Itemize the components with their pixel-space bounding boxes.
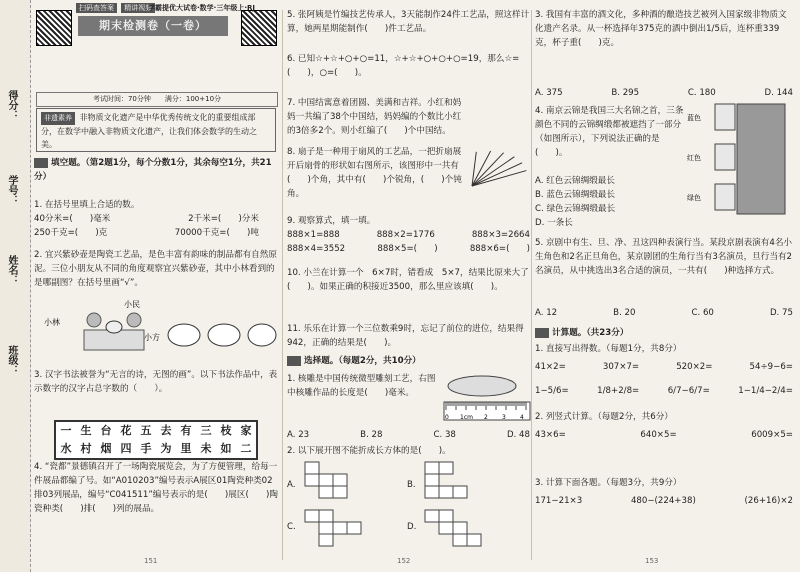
- fan-rib: [472, 163, 522, 186]
- section-icon: [535, 328, 549, 338]
- feature-label: 非遗素养: [41, 112, 75, 125]
- calligraphy-char: 水: [60, 442, 72, 455]
- header-tag: 扫码查答案: [76, 3, 117, 13]
- choice-4-option-d[interactable]: D. 一条长: [535, 218, 573, 228]
- fan-rib: [472, 157, 514, 186]
- score-label: 得分：: [6, 90, 17, 120]
- binding-margin: [0, 0, 31, 572]
- fan-rib: [472, 171, 526, 186]
- calligraphy-char: 五: [140, 424, 152, 437]
- answer-blank[interactable]: 640×5=: [640, 430, 677, 440]
- question-7: 7. 中国结寓意着团圆、美满和吉祥。小红和妈妈一共编了38个中国结，妈妈编的个数比小红的3倍多2个。则小红编了( )个中国结。: [287, 98, 462, 136]
- svg-text:绿色: 绿色: [687, 194, 701, 202]
- choice-4-option-a[interactable]: A. 红色云锦绸缎最长: [535, 176, 615, 186]
- calligraphy-char: 家: [240, 424, 252, 437]
- choice-2: 2. 以下展开图不能折成长方体的是( )。: [287, 446, 451, 456]
- answer-blank[interactable]: 2千米=( )分米: [188, 214, 259, 224]
- choice-4: 4. 南京云锦是我国三大名锦之首，三条颜色不同的云锦绸缎都被遮挡了一部分（如图所示），下列说法正确的是( )。: [535, 106, 684, 158]
- column-divider: [282, 10, 283, 560]
- exam-info: 考试时间：70分钟 满分：100+10分: [36, 92, 278, 107]
- calligraphy-grid: [54, 420, 258, 460]
- class-label: 班级：: [6, 345, 17, 375]
- fan-figure: [467, 148, 527, 188]
- calligraphy-char: 里: [180, 442, 192, 455]
- page-number: 152: [397, 557, 411, 565]
- brocade-figure: [685, 100, 790, 230]
- option[interactable]: B. 20: [613, 308, 636, 318]
- svg-text:1cm: 1cm: [460, 414, 473, 421]
- choice-1-options: [287, 428, 530, 442]
- column-1: [34, 0, 279, 572]
- answer-blank[interactable]: 6009×5=: [751, 430, 793, 440]
- calligraphy-char: 如: [220, 442, 232, 455]
- option[interactable]: A. 375: [535, 88, 563, 98]
- name-label: 姓名：: [6, 255, 17, 285]
- svg-text:3: 3: [502, 414, 506, 421]
- calligraphy-char: 有: [180, 424, 192, 437]
- choice-4-option-c[interactable]: C. 绿色云锦绸缎最长: [535, 204, 616, 214]
- question-3: 3. 汉字书法被誉为“无言的诗，无图的画”。以下书法作品中，表示数字的汉字占总字数的（ ）。: [34, 370, 278, 394]
- calligraphy-char: 村: [80, 442, 92, 455]
- calligraphy-char: 手: [140, 442, 152, 455]
- answer-blank[interactable]: 888×5=( ): [377, 244, 438, 254]
- answer-blank[interactable]: 43×6=: [535, 430, 566, 440]
- ruler-figure: [442, 372, 532, 424]
- calligraphy-char: 三: [200, 424, 212, 437]
- page-number: 153: [645, 557, 659, 565]
- page-number: 151: [144, 557, 158, 565]
- column-3: [535, 0, 793, 572]
- answer-blank[interactable]: 1/8+2/8=: [597, 386, 640, 396]
- option[interactable]: C. 38: [433, 430, 456, 440]
- section-icon: [34, 158, 48, 168]
- option[interactable]: D. 75: [769, 308, 793, 318]
- answer-blank[interactable]: 40分米=( )毫米: [34, 214, 111, 224]
- answer-blank[interactable]: 888×6=( ): [469, 244, 530, 254]
- option[interactable]: C. 60: [691, 308, 714, 318]
- page-title: 期末检测卷（一卷）: [78, 16, 228, 36]
- header-tag: 精讲视频: [121, 3, 155, 13]
- calligraphy-char: 去: [160, 424, 172, 437]
- feature-text: 非物质文化遗产是中华优秀传统文化的重要组成部分，在数学中融入非物质文化遗产，让我们体会数学的生动之美。: [41, 113, 257, 149]
- student-id-label: 学号：: [6, 175, 17, 205]
- answer-blank[interactable]: 171−21×3: [535, 496, 583, 506]
- calc-1-row: [535, 360, 800, 374]
- section-2-title: 选择题。（每题2分，共10分）: [287, 354, 530, 368]
- svg-text:蓝色: 蓝色: [687, 114, 701, 122]
- calligraphy-char: 花: [120, 424, 132, 437]
- calligraphy-char: 未: [200, 442, 212, 455]
- answer-blank[interactable]: 1−1/4−2/4=: [738, 386, 793, 396]
- section-1-title: 填空题。（第2题1分，每个分数1分，其余每空1分，共21分）: [34, 158, 272, 182]
- choice-2-option-a[interactable]: A.: [287, 480, 296, 490]
- choice-5-options: [535, 306, 800, 320]
- option[interactable]: A. 23: [287, 430, 310, 440]
- net-figures: [305, 462, 525, 552]
- section-3-title: 计算题。（共23分）: [535, 326, 793, 340]
- question-6: 6. 已知☆+☆+○+○=11，☆+☆+○+○+○=19，那么☆=( )，○=( )。: [287, 54, 520, 78]
- question-5: 5. 张阿姨是竹编技艺传承人，3天能制作24件工艺品，照这样计算，她两星期能制作( )件工艺品。: [287, 10, 530, 34]
- calc-2: 2. 列竖式计算。（每题2分，共6分）: [535, 412, 673, 422]
- calligraphy-char: 生: [80, 424, 92, 437]
- brand: 学霸提优大试卷: [148, 4, 197, 12]
- calligraphy-char: 烟: [100, 442, 112, 455]
- question-10: 10. 小兰在计算一个 6×7时，错看成 5×7，结果比原来大了( )。如果正确的积接近3500，那么里应该填( )。: [287, 268, 529, 292]
- answer-blank[interactable]: 1−5/6=: [535, 386, 569, 396]
- svg-text:0: 0: [445, 414, 449, 421]
- choice-3: 3. 我国有丰富的酒文化，多种酒的酿造技艺被列入国家级非物质文化遗产名录。从一杯选择年375克的酒中倒出1/5后，连杯重339克，杯子重( )克。: [535, 10, 787, 48]
- calc-1-row: [535, 384, 800, 398]
- svg-text:2: 2: [484, 414, 488, 421]
- choice-4-option-b[interactable]: B. 蓝色云锦绸缎最长: [535, 190, 616, 200]
- option[interactable]: B. 28: [360, 430, 383, 440]
- question-1: 1. 在括号里填上合适的数。 40分米=( )毫米 2千米=( )分米 250千克=( )克 70000千克=( )吨: [34, 200, 259, 238]
- question-2: 2. 宜兴紫砂壶是陶瓷工艺品，是色丰富有韵味的制品都有自然原泥。三位小朋友从不同的角度观察宜兴紫砂壶，其中小林看到的是哪副图？在括号里画“√”。: [34, 250, 277, 288]
- column-2: [287, 0, 530, 572]
- answer-blank[interactable]: 307×7=: [602, 362, 640, 372]
- section-icon: [287, 356, 301, 366]
- choice-2-option-d[interactable]: D.: [407, 522, 417, 532]
- choice-5: 5. 京剧中有生、旦、净、丑这四种表演行当。某段京剧表演有4名小生角色和2名正旦角色，某京剧团的生角行当有3名演员，旦行当有2名演员，从中挑选出3名合适的演员，一共有( )种选择方式。: [535, 238, 793, 276]
- calligraphy-char: 台: [100, 424, 112, 437]
- calc-3: 3. 计算下面各题。（每题3分，共9分）: [535, 478, 682, 488]
- choice-2-option-b[interactable]: B.: [407, 480, 416, 490]
- svg-text:4: 4: [520, 414, 524, 421]
- question-8: 8. 扇子是一种用于扇风的工艺品，一把折扇展开后扇骨的形状如右图所示，该图形中一共有( )个角，其中有( )个锐角，( )个钝角。: [287, 147, 462, 199]
- calc-3-row: [535, 494, 800, 508]
- fan-rib: [472, 152, 476, 186]
- fan-rib: [472, 151, 491, 186]
- answer-blank[interactable]: 520×2=: [676, 362, 713, 372]
- answer-blank[interactable]: 250千克=( )克: [34, 228, 108, 238]
- calligraphy-char: 枝: [220, 424, 232, 437]
- teapot-figure: [44, 300, 274, 365]
- answer-blank[interactable]: 41×2=: [535, 362, 566, 372]
- name-label: 小民: [124, 300, 140, 309]
- choice-2-option-c[interactable]: C.: [287, 522, 296, 532]
- calligraphy-char: 为: [160, 442, 172, 455]
- calc-2-row: [535, 428, 800, 442]
- answer-blank[interactable]: (26+16)×2: [744, 496, 793, 506]
- name-label: 小林: [44, 318, 60, 327]
- name-label: 小方: [144, 333, 160, 342]
- exam-header: 扫码查答案 精讲视频 学霸提优大试卷·数学·三年级上·RJ 期末检测卷（一卷）: [36, 2, 278, 62]
- option[interactable]: D. 48: [506, 430, 530, 440]
- calligraphy-char: 四: [120, 442, 132, 455]
- calligraphy-char: 一: [60, 424, 72, 437]
- option[interactable]: D. 144: [764, 88, 793, 98]
- choice-1: 1. 核雕是中国传统微型雕刻工艺，右图中核雕作品的长度是( )毫米。: [287, 374, 436, 398]
- question-11: 11. 乐乐在计算一个三位数乘9时，忘记了前位的进位，结果得942，正确的结果是( )。: [287, 324, 524, 348]
- question-4: 4. “瓷都”景德镇召开了一场陶瓷展览会，为了方便管理，给每一件展品都编了号。如“A010203”编号表示A展区01陶瓷种类02排03列展品，编号“C041511”编号表示的是( )展区( )陶瓷种类( )排( )列的展品。: [34, 462, 278, 514]
- answer-blank[interactable]: 480−(224+38): [630, 496, 696, 506]
- answer-blank[interactable]: 70000千克=( )吨: [174, 228, 259, 238]
- choice-3-options: [535, 86, 800, 100]
- answer-blank[interactable]: 54÷9−6=: [749, 362, 793, 372]
- question-9: 9. 观察算式，填一填。 888×1=888 888×2=1776 888×3=2664 888×4=3552 888×5=( ) 888×6=( ): [287, 216, 530, 254]
- answer-blank[interactable]: 6/7−6/7=: [667, 386, 710, 396]
- option[interactable]: C. 180: [687, 88, 716, 98]
- option[interactable]: A. 12: [535, 308, 558, 318]
- calligraphy-char: 二: [240, 442, 252, 455]
- svg-text:红色: 红色: [687, 154, 701, 162]
- option[interactable]: B. 295: [611, 88, 640, 98]
- calc-1: 1. 直接写出得数。（每题1分，共8分）: [535, 344, 682, 354]
